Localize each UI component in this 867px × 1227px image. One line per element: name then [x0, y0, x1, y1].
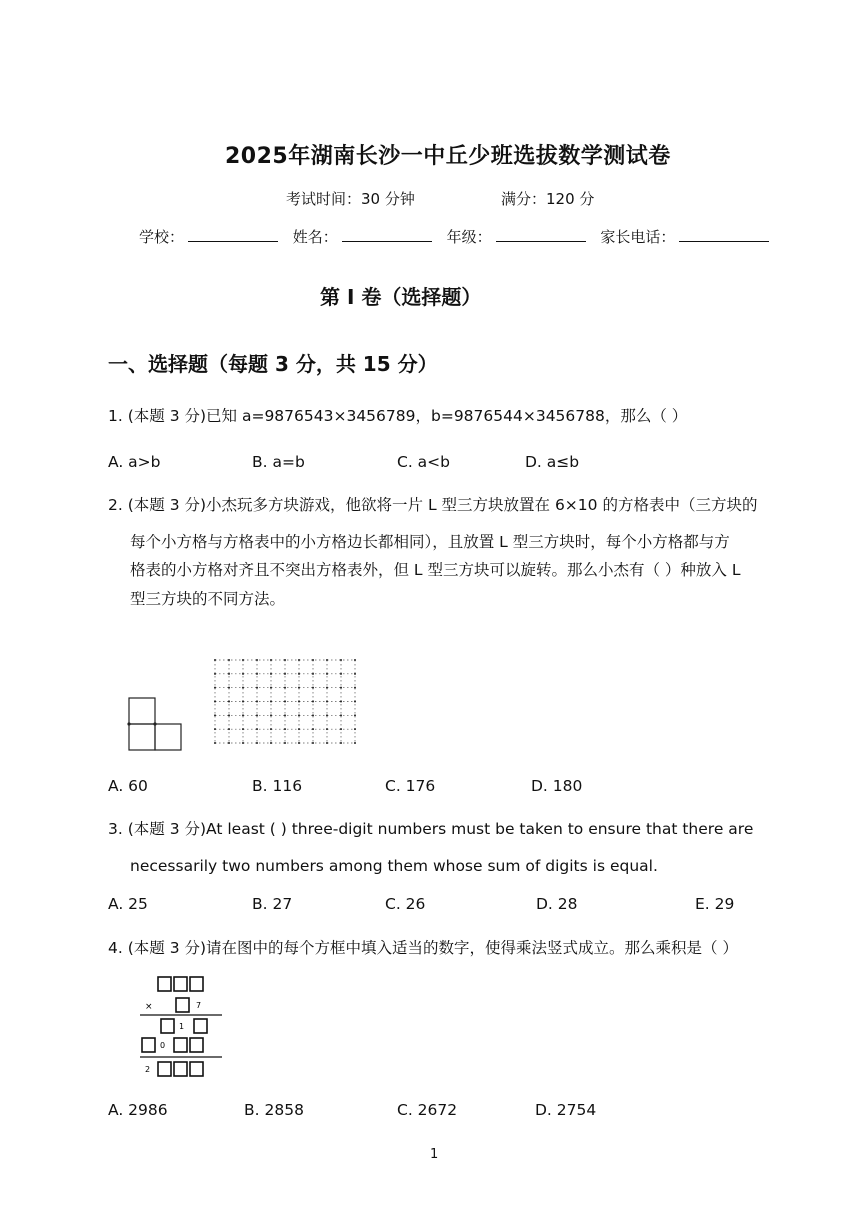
grid-dot — [298, 742, 300, 744]
grid-dot — [298, 659, 300, 661]
grid-dot — [214, 701, 216, 703]
digit-1: 1 — [179, 1022, 185, 1031]
grid-dot — [312, 701, 314, 703]
grid-dot — [270, 742, 272, 744]
page-number: 1 — [430, 1147, 439, 1162]
grid-dot — [284, 701, 286, 703]
q3-option-b: B. 27 — [252, 895, 293, 913]
grid-dot — [284, 714, 286, 716]
grid-dot — [354, 673, 356, 675]
grid-dot — [340, 714, 342, 716]
grid-dot — [340, 659, 342, 661]
question-2-stem-line-1: 2. (本题 3 分)小杰玩多方块游戏，他欲将一片 L 型三方块放置在 6×10 的方格表中（三方块的 — [108, 496, 758, 514]
grid-dot — [326, 673, 328, 675]
q2-option-d: D. 180 — [531, 777, 583, 795]
grid-dot — [284, 742, 286, 744]
question-4-stem: 4. (本题 3 分)请在图中的每个方框中填入适当的数字，使得乘法竖式成立。那么乘积是（ ） — [108, 939, 738, 957]
multiplication-vertical-figure — [138, 974, 226, 1080]
grid-dot — [326, 742, 328, 744]
grid-dot — [284, 673, 286, 675]
grid-dot — [256, 701, 258, 703]
digit-7: 7 — [196, 1001, 202, 1010]
question-2-stem-line-3: 格表的小方格对齐且不突出方格表外，但 L 型三方块可以旋转。那么小杰有（ ）种放入 L — [130, 561, 741, 579]
q2-option-b: B. 116 — [252, 777, 303, 795]
grid-dot — [242, 659, 244, 661]
grid-dot — [326, 714, 328, 716]
grid-dot — [228, 673, 230, 675]
grid-dot — [270, 687, 272, 689]
grid-dot — [256, 742, 258, 744]
section-title: 一、选择题（每题 3 分，共 15 分） — [108, 352, 438, 376]
question-2-stem-line-2: 每个小方格与方格表中的小方格边长都相同），且放置 L 型三方块时，每个小方格都与方 — [130, 533, 730, 551]
q4-option-c: C. 2672 — [397, 1101, 458, 1119]
grid-dot — [256, 728, 258, 730]
q1-option-b: B. a=b — [252, 453, 305, 471]
grid-dot — [340, 728, 342, 730]
grid-dot — [354, 659, 356, 661]
grid-dot — [312, 742, 314, 744]
q1-option-d: D. a≤b — [525, 453, 580, 471]
grade-blank[interactable] — [496, 227, 586, 242]
q3-option-d: D. 28 — [536, 895, 578, 913]
times-sign: × — [145, 1002, 153, 1012]
name-blank[interactable] — [342, 227, 432, 242]
grid-dot — [284, 687, 286, 689]
q2-option-a: A. 60 — [108, 777, 148, 795]
grid-dot — [256, 687, 258, 689]
school-label: 学校： — [139, 228, 185, 246]
q3-option-e: E. 29 — [695, 895, 735, 913]
grid-dot — [326, 687, 328, 689]
q4-option-b: B. 2858 — [244, 1101, 304, 1119]
grid-dot — [270, 714, 272, 716]
grid-dot — [354, 728, 356, 730]
grid-dot — [270, 701, 272, 703]
grid-dot — [298, 701, 300, 703]
grid-dot — [256, 659, 258, 661]
grid-dot — [340, 742, 342, 744]
grid-dot — [312, 659, 314, 661]
grid-dot — [242, 728, 244, 730]
grid-dot — [284, 659, 286, 661]
grid-dot — [298, 687, 300, 689]
exam-title: 2025年湖南长沙一中丘少班选拔数学测试卷 — [225, 144, 671, 169]
student-info-row — [139, 226, 779, 247]
grid-dot — [228, 742, 230, 744]
grid-dot — [298, 714, 300, 716]
grid-dot — [214, 673, 216, 675]
grid-dot — [298, 728, 300, 730]
exam-time: 考试时间：30 分钟 — [286, 190, 415, 208]
grid-dot — [312, 673, 314, 675]
q3-option-a: A. 25 — [108, 895, 148, 913]
grid-dot — [242, 687, 244, 689]
grid-dot — [284, 728, 286, 730]
exam-full-score: 满分：120 分 — [501, 190, 595, 208]
grid-dot — [354, 742, 356, 744]
digit-2: 2 — [145, 1065, 151, 1074]
grid-6x10-figure — [214, 659, 356, 744]
grid-dot — [214, 742, 216, 744]
grid-dot — [242, 742, 244, 744]
grid-dot — [214, 659, 216, 661]
grid-dot — [326, 659, 328, 661]
school-blank[interactable] — [188, 227, 278, 242]
grid-dot — [312, 687, 314, 689]
grid-dot — [228, 714, 230, 716]
grid-dot — [270, 673, 272, 675]
grid-dot — [228, 659, 230, 661]
grid-dot — [312, 714, 314, 716]
grid-dot — [340, 673, 342, 675]
question-1-stem: 1. (本题 3 分)已知 a=9876543×3456789，b=9876544×3456788，那么（ ） — [108, 407, 688, 425]
grid-dot — [228, 701, 230, 703]
parent-phone-blank[interactable] — [679, 227, 769, 242]
grid-dot — [214, 728, 216, 730]
name-label: 姓名： — [292, 228, 338, 246]
grid-dot — [242, 673, 244, 675]
q4-option-d: D. 2754 — [535, 1101, 597, 1119]
volume-title: 第 I 卷（选择题） — [320, 285, 482, 309]
grid-dot — [312, 728, 314, 730]
grid-dot — [214, 687, 216, 689]
grid-dot — [256, 714, 258, 716]
grid-dot — [270, 728, 272, 730]
q2-option-c: C. 176 — [385, 777, 436, 795]
grid-dot — [298, 673, 300, 675]
grid-dot — [326, 701, 328, 703]
grid-dot — [256, 673, 258, 675]
question-3-stem-line-2: necessarily two numbers among them whose sum of digits is equal. — [130, 857, 658, 875]
q1-option-c: C. a<b — [397, 453, 451, 471]
digit-0: 0 — [160, 1041, 166, 1050]
grid-dot — [340, 687, 342, 689]
grade-label: 年级： — [446, 228, 492, 246]
grid-dot — [340, 701, 342, 703]
grid-dot — [270, 659, 272, 661]
grid-dot — [228, 687, 230, 689]
grid-dot — [354, 701, 356, 703]
question-2-stem-line-4: 型三方块的不同方法。 — [130, 590, 286, 608]
grid-dot — [242, 714, 244, 716]
q4-option-a: A. 2986 — [108, 1101, 168, 1119]
parent-phone-label: 家长电话： — [600, 228, 676, 246]
grid-dot — [228, 728, 230, 730]
q1-option-a: A. a>b — [108, 453, 161, 471]
grid-dot — [354, 714, 356, 716]
grid-dot — [354, 687, 356, 689]
grid-dot — [214, 714, 216, 716]
grid-dot — [326, 728, 328, 730]
l-tromino-figure — [128, 697, 184, 752]
grid-dot — [242, 701, 244, 703]
q3-option-c: C. 26 — [385, 895, 426, 913]
question-3-stem-line-1: 3. (本题 3 分)At least ( ) three-digit numbers must be taken to ensure that there are — [108, 820, 754, 838]
